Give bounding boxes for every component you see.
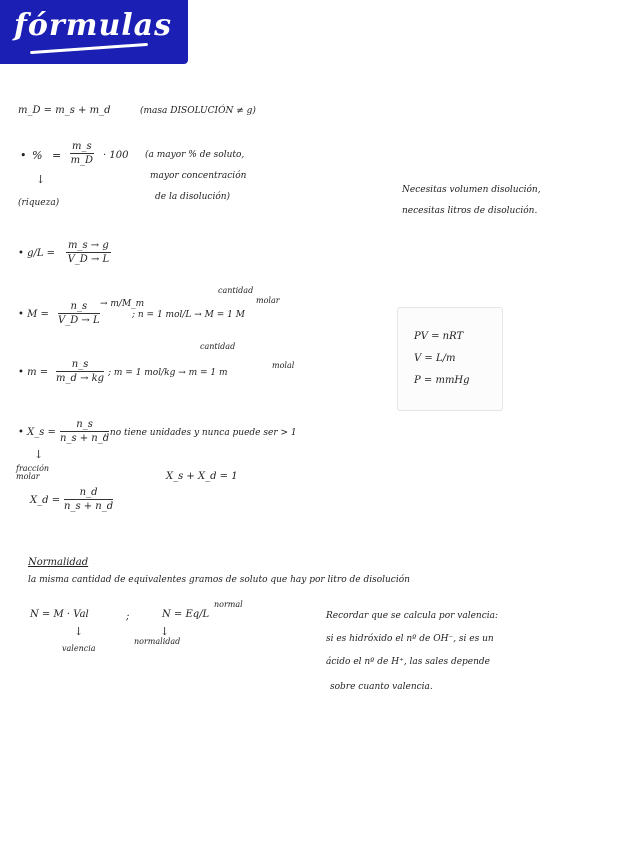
side-note-1: Necesitas volumen disolución, (402, 185, 541, 195)
xs-denominator: n_s + n_d (60, 433, 110, 444)
xd-symbol: X_d = (30, 495, 61, 506)
normality-formula-2: N = Eq/L (162, 609, 210, 620)
normality-note-3: ácido el nº de H⁺, las sales depende (326, 657, 490, 667)
xs-label: fracción molar (16, 464, 50, 481)
molality-label-side: molal (272, 361, 295, 370)
percent-factor: · 100 (103, 150, 129, 161)
gl-numerator: m_s → g (68, 240, 109, 251)
percent-below-label: (riqueza) (18, 198, 60, 208)
xd-denominator: n_s + n_d (64, 501, 114, 512)
mole-fraction-sum: X_s + X_d = 1 (166, 471, 238, 482)
percent-numerator: m_s (72, 141, 92, 152)
gl-symbol: • g/L = (18, 248, 56, 259)
mass-sum-note: (masa DISOLUCIÓN ≠ g) (140, 106, 256, 116)
gas-law-line-2: V = L/m (414, 353, 456, 364)
gl-denominator: V_D → L (67, 254, 110, 265)
percent-down-arrow: ↓ (36, 173, 46, 186)
molality-numerator: n_s (56, 359, 104, 372)
gas-law-line-3: P = mmHg (414, 375, 470, 386)
molarity-symbol: • M = (18, 309, 49, 320)
side-note-2: necesitas litros de disolución. (402, 206, 538, 216)
xs-rhs: ; no tiene unidades y nunca puede ser > 1 (104, 428, 297, 438)
normality-note-1: Recordar que se calcula por valencia: (326, 611, 499, 621)
molality-label-top: cantidad (200, 342, 236, 351)
molarity-denominator: V_D → L (58, 315, 100, 326)
gas-law-line-1: PV = nRT (414, 331, 464, 342)
xs-symbol: • X_s = (18, 427, 56, 438)
normality-label-1: valencia (62, 644, 96, 653)
xs-fraction (60, 419, 109, 444)
xd-fraction (64, 487, 113, 512)
molarity-extra: → m/M_m (100, 299, 145, 309)
molarity-numerator: n_s (58, 301, 100, 314)
percent-bullet: • (20, 149, 27, 162)
molality-rhs: ; m = 1 mol/kg → m = 1 m (108, 368, 228, 378)
normality-label-2-top: normal (214, 600, 243, 609)
molarity-label-side: molar (256, 296, 280, 305)
molarity-label-top: cantidad (218, 286, 254, 295)
molarity-rhs: ; n = 1 mol/L → M = 1 M (132, 310, 245, 320)
mass-sum-formula: m_D = m_s + m_d (18, 105, 111, 116)
percent-symbol: % (32, 149, 43, 162)
percent-note-1: (a mayor % de soluto, (145, 150, 245, 160)
percent-note-3: de la disolución) (155, 192, 231, 202)
xd-numerator: n_d (64, 487, 113, 500)
title-underline (30, 43, 148, 54)
normality-arrow-1: ↓ (74, 625, 84, 638)
normality-label-2: normalidad (134, 637, 181, 646)
normality-separator: ; (126, 611, 130, 622)
xs-down-arrow: ↓ (34, 448, 44, 461)
percent-fraction (70, 141, 94, 166)
gas-law-box (397, 307, 503, 411)
header-banner (0, 0, 188, 64)
percent-denominator: m_D (70, 155, 94, 166)
molality-denominator: m_d → kg (56, 373, 105, 384)
normality-arrow-2: ↓ (160, 625, 170, 638)
gl-fraction (66, 240, 111, 265)
page-title: fórmulas (14, 8, 172, 43)
normality-note-2: si es hidróxido el nº de OH⁻, si es un (326, 634, 494, 644)
normality-note-4: sobre cuanto valencia. (330, 682, 433, 692)
normality-heading: Normalidad (28, 557, 89, 568)
percent-note-2: mayor concentración (150, 171, 247, 181)
molarity-fraction (58, 301, 100, 326)
normality-formula: N = M · Val (30, 609, 89, 620)
molality-symbol: • m = (18, 367, 49, 378)
xs-numerator: n_s (60, 419, 109, 432)
molality-fraction (56, 359, 104, 384)
normality-description: la misma cantidad de equivalentes gramos de soluto que hay por litro de disolución (28, 575, 410, 585)
